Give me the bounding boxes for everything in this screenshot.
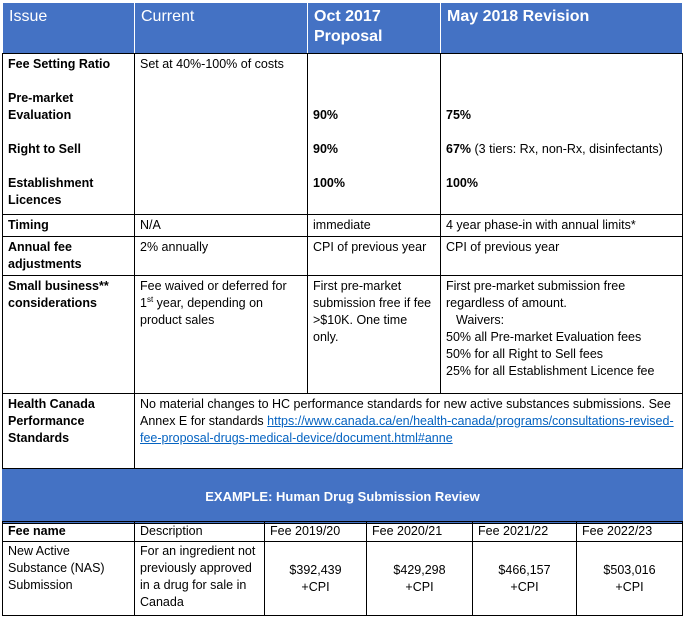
fee-comparison-table (2, 2, 683, 524)
timing-row (3, 215, 683, 237)
header-current: Current (135, 3, 308, 54)
nas-fee-2022: $503,016 +CPI (577, 542, 683, 616)
annual-fee-row (3, 237, 683, 276)
example-header-fee-2020: Fee 2020/21 (367, 522, 473, 542)
fee-setting-label: Fee Setting Ratio (8, 57, 111, 71)
small-business-row (3, 276, 683, 394)
timing-current: N/A (135, 215, 308, 237)
nas-description: For an ingredient not previously approved in a drug for sale in Canada (135, 542, 265, 616)
timing-may: 4 year phase-in with annual limits* (441, 215, 683, 237)
example-header-row (3, 522, 683, 542)
small-business-current: Fee waived or deferred for 1st year, depending on product sales (135, 276, 308, 394)
right-to-sell-may: 67% (3 tiers: Rx, non-Rx, disinfectants) (446, 142, 663, 156)
hc-standards-text: No material changes to HC performance standards for new active substances submissions. See Annex E for standards https://www.canada.ca/en/health-canada/programs/consultations-revised-fee-proposal-drugs-medical-device/document.html#anne (135, 394, 683, 469)
fee-setting-row (3, 54, 683, 215)
hc-standards-row (3, 394, 683, 469)
hc-standards-label: Health Canada Performance Standards (3, 394, 135, 469)
small-business-label: Small business** considerations (3, 276, 135, 394)
annual-fee-current: 2% annually (135, 237, 308, 276)
nas-fee-name: New Active Substance (NAS) Submission (3, 542, 135, 616)
nas-fee-2021: $466,157 +CPI (473, 542, 577, 616)
right-to-sell-oct: 90% (313, 142, 339, 156)
example-banner: EXAMPLE: Human Drug Submission Review (3, 469, 683, 524)
establishment-label: Establishment Licences (8, 176, 94, 207)
pre-market-label: Pre-market Evaluation (8, 91, 74, 122)
fee-setting-current: Set at 40%-100% of costs (140, 57, 284, 71)
example-header-description: Description (135, 522, 265, 542)
example-table (2, 521, 683, 616)
header-row (3, 3, 683, 54)
pre-market-may: 75% (446, 108, 472, 122)
establishment-oct: 100% (313, 176, 345, 190)
header-may-2018: May 2018 Revision (441, 3, 683, 54)
pre-market-oct: 90% (313, 108, 339, 122)
annex-e-link[interactable]: https://www.canada.ca/en/health-canada/programs/consultations-revised-fee-proposal-drugs-medical-device/document.html#anne (140, 414, 674, 445)
example-header-fee-2022: Fee 2022/23 (577, 522, 683, 542)
small-business-oct: First pre-market submission free if fee >$10K. One time only. (308, 276, 441, 394)
nas-fee-2020: $429,298 +CPI (367, 542, 473, 616)
timing-oct: immediate (308, 215, 441, 237)
small-business-may: First pre-market submission free regardless of amount. Waivers: 50% all Pre-market Evaluation fees 50% for all Right to Sell fees 25% for all Establishment Licence fee (441, 276, 683, 394)
header-oct-2017: Oct 2017 Proposal (308, 3, 441, 54)
example-header-fee-2021: Fee 2021/22 (473, 522, 577, 542)
example-data-row (3, 542, 683, 616)
establishment-may: 100% (446, 176, 478, 190)
example-banner-row (3, 469, 683, 524)
annual-fee-may: CPI of previous year (441, 237, 683, 276)
example-header-fee-name: Fee name (3, 522, 135, 542)
annual-fee-label: Annual fee adjustments (3, 237, 135, 276)
annual-fee-oct: CPI of previous year (308, 237, 441, 276)
right-to-sell-label: Right to Sell (8, 142, 81, 156)
example-header-fee-2019: Fee 2019/20 (265, 522, 367, 542)
nas-fee-2019: $392,439 +CPI (265, 542, 367, 616)
timing-label: Timing (3, 215, 135, 237)
header-issue: Issue (3, 3, 135, 54)
